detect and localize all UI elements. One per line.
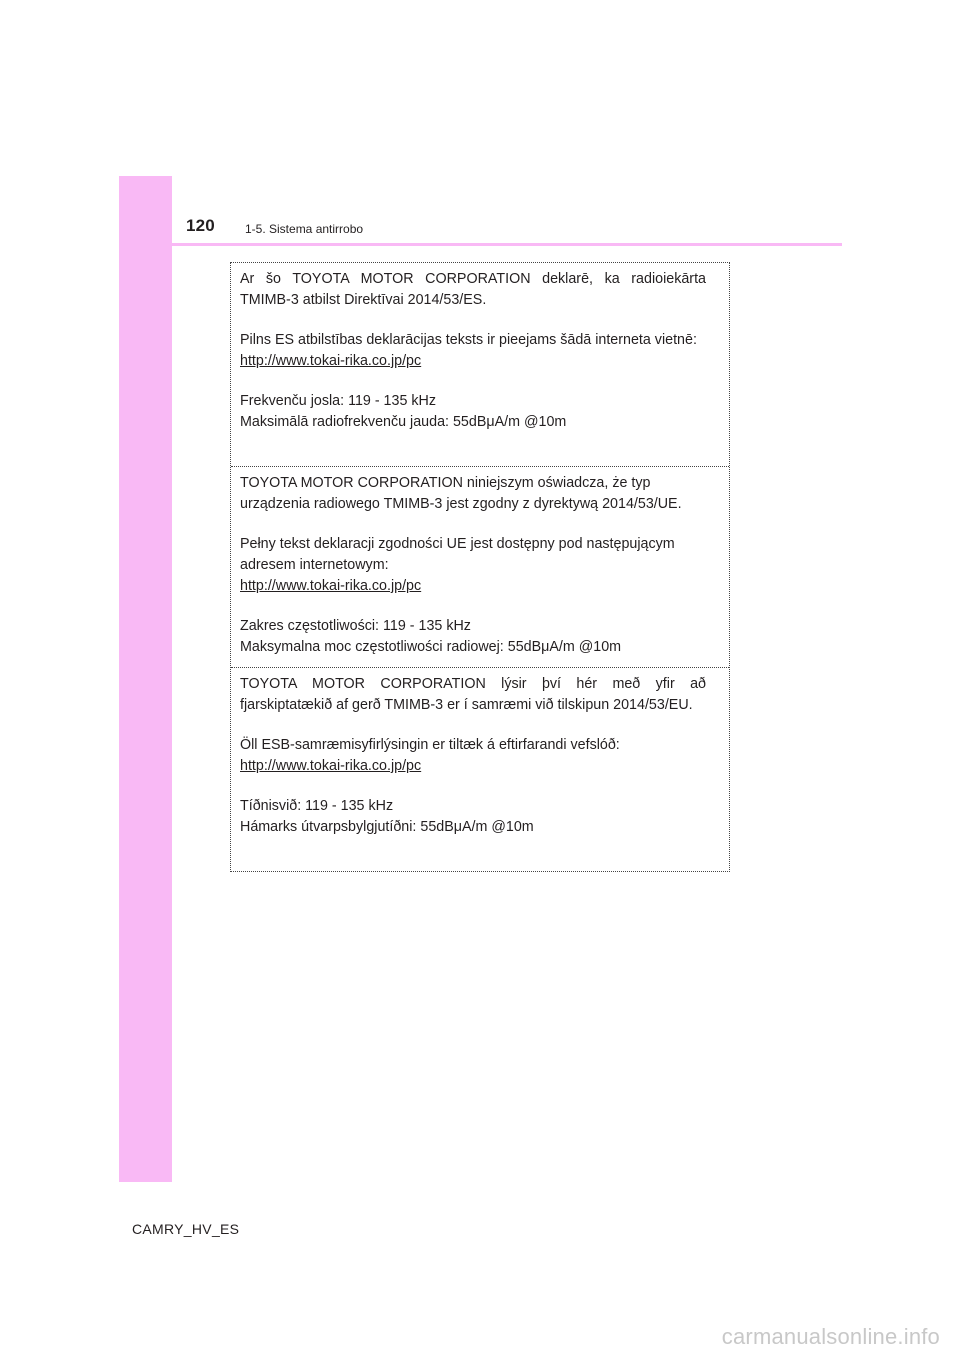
- frequency-band: Tíðnisvið: 119 - 135 kHz: [240, 798, 394, 814]
- header-divider: [119, 243, 842, 246]
- max-power: Hámarks útvarpsbylgjutíðni: 55dBμA/m @10m: [240, 819, 534, 835]
- declaration-link[interactable]: http://www.tokai-rika.co.jp/pc: [240, 353, 422, 369]
- frequency-band: Frekvenču josla: 119 - 135 kHz: [240, 393, 437, 409]
- max-power: Maksimālā radiofrekvenču jauda: 55dBμA/m @10m: [240, 414, 567, 430]
- page-number: 120: [186, 216, 215, 235]
- model-code: CAMRY_HV_ES: [132, 1221, 240, 1237]
- declaration-link[interactable]: http://www.tokai-rika.co.jp/pc: [240, 578, 422, 594]
- declaration-availability: Öll ESB-samræmisyfirlýsingin er tiltæk á eftirfarandi vefslóð:: [240, 737, 620, 753]
- declaration-availability: Pełny tekst deklaracji zgodności UE jest dostępny pod następującym adresem internetowym:: [240, 536, 675, 573]
- declaration-statement: TOYOTA MOTOR CORPORATION lýsir því hér með yfir að fjarskiptatækið af gerð TMIMB-3 er í samræmi við tilskipun 2014/53/EU.: [240, 676, 706, 713]
- declaration-icelandic: [231, 668, 729, 871]
- declaration-box: [230, 262, 730, 872]
- frequency-band: Zakres częstotliwości: 119 - 135 kHz: [240, 618, 471, 634]
- declaration-statement: TOYOTA MOTOR CORPORATION niniejszym oświadcza, że typ urządzenia radiowego TMIMB-3 jest zgodny z dyrektywą 2014/53/UE.: [240, 475, 682, 512]
- declaration-statement: Ar šo TOYOTA MOTOR CORPORATION deklarē, ka radioiekārta TMIMB-3 atbilst Direktīvai 2014/53/ES.: [240, 271, 706, 308]
- side-tab-band: [119, 176, 172, 1182]
- section-title: 1-5. Sistema antirrobo: [245, 222, 364, 236]
- declaration-polish: [231, 467, 729, 668]
- watermark: carmanualsonline.info: [721, 1324, 940, 1349]
- declaration-availability: Pilns ES atbilstības deklarācijas teksts ir pieejams šādā interneta vietnē:: [240, 332, 697, 348]
- max-power: Maksymalna moc częstotliwości radiowej: 55dBμA/m @10m: [240, 639, 622, 655]
- declaration-link[interactable]: http://www.tokai-rika.co.jp/pc: [240, 758, 422, 774]
- declaration-latvian: [231, 263, 729, 467]
